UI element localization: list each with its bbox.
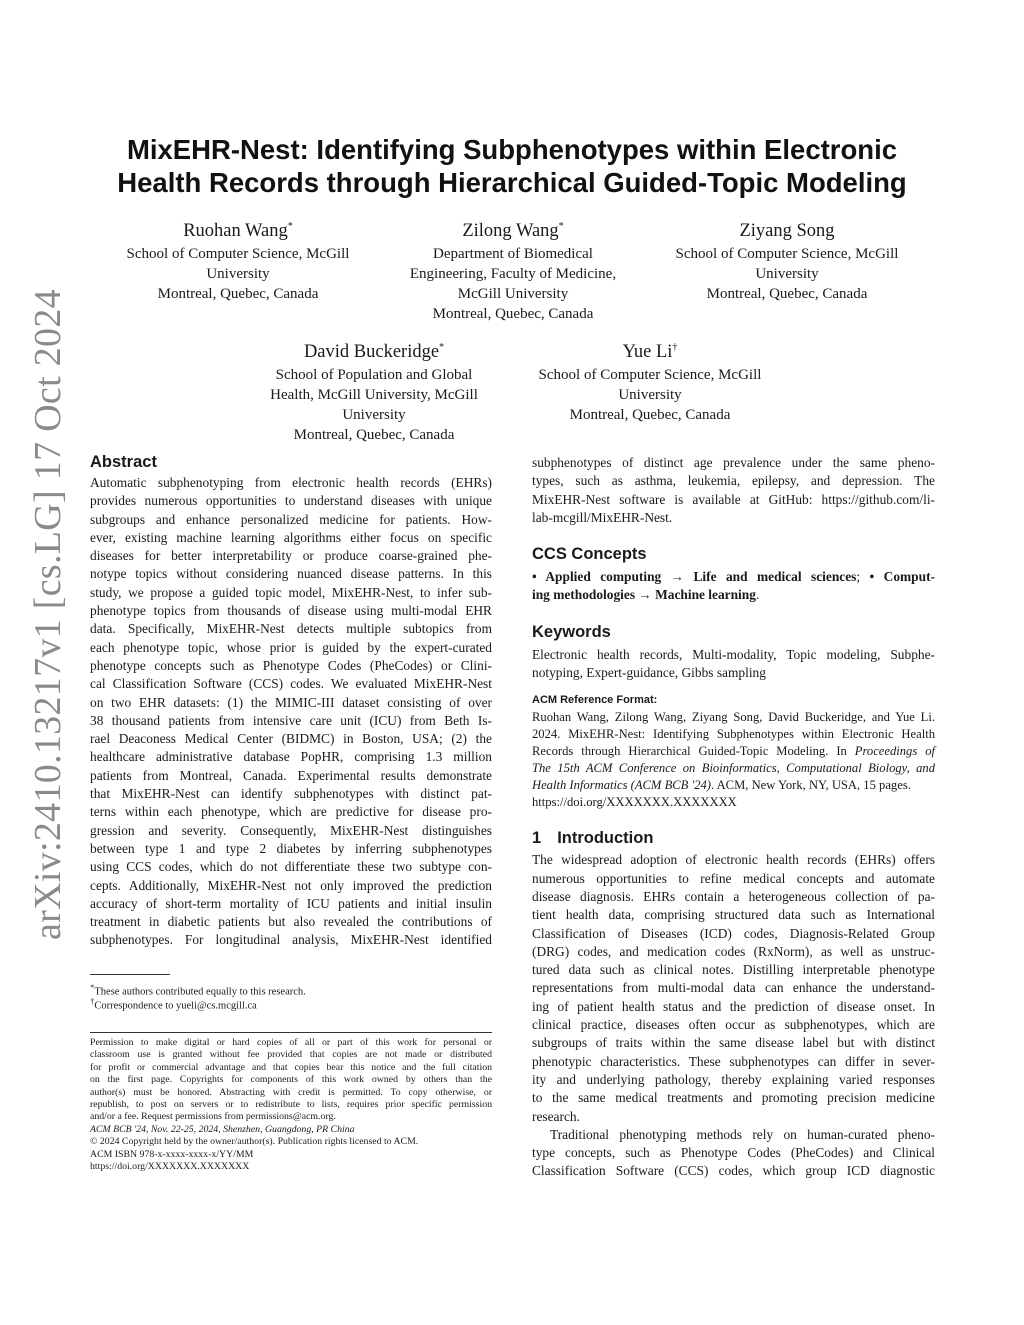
- copyright-line: © 2024 Copyright held by the owner/author(s). Publication rights licensed to ACM.: [90, 1136, 419, 1148]
- author-affiliation: University: [618, 387, 682, 404]
- abstract-line: subphenotypes. For longitudinal analysis, MixEHR-Nest identified: [90, 932, 492, 948]
- author-affiliation: Montreal, Quebec, Canada: [569, 407, 731, 424]
- author-block: [520, 336, 780, 425]
- abstract-line: accuracy of short-term mortality of ICU patients and initial insulin: [90, 895, 492, 911]
- abstract-line: data. Specifically, MixEHR-Nest detects multiple subtopics from: [90, 621, 492, 637]
- reference-line: https://doi.org/XXXXXXX.XXXXXXX: [532, 795, 737, 810]
- author-affiliation: School of Computer Science, McGill: [538, 367, 762, 384]
- permission-line: author(s) must be honored. Abstracting with credit is permitted. To copy otherwise, or: [90, 1086, 492, 1098]
- abstract-line: study, we propose a guided topic model, MixEHR-Nest, to infer sub-: [90, 584, 492, 600]
- ccs-concept: ing methodologies → Machine learning: [532, 587, 756, 603]
- abstract-line: on two EHR datasets: (1) the MIMIC-III dataset consisting of over: [90, 694, 492, 710]
- permission-line: Permission to make digital or hard copies of all or part of this work for personal or: [90, 1037, 492, 1048]
- intro-paragraph: [532, 851, 935, 1125]
- reference-text: . ACM, New York, NY, USA, 15 pages.: [710, 778, 911, 793]
- permission-line: classroom use is granted without fee provided that copies are not made or distributed: [90, 1049, 492, 1061]
- section-title: Introduction: [557, 829, 654, 848]
- intro-line: Classification Software (CCS) codes, which group ICD diagnostic: [532, 1163, 935, 1179]
- right-column: [532, 454, 935, 1181]
- intro-line: representations from multi-modal data can enhance the understand-: [532, 980, 935, 996]
- author-block: [657, 215, 917, 304]
- author-affiliation: Montreal, Quebec, Canada: [706, 286, 868, 303]
- footnote-rule: [90, 974, 170, 975]
- ccs-heading: CCS Concepts: [532, 545, 647, 564]
- reference-heading: ACM Reference Format:: [532, 694, 658, 707]
- reference-line: 2024. MixEHR-Nest: Identifying Subphenotypes within Electronic Health: [532, 727, 935, 742]
- permission-line: for profit or commercial advantage and that copies bear this notice and the full citation: [90, 1061, 492, 1073]
- ccs-concepts: [532, 568, 935, 605]
- acm-reference: [532, 692, 935, 811]
- author-name: Zilong Wang: [462, 221, 559, 242]
- intro-line: subgroups of traits within the same disease label but with distinct: [532, 1035, 935, 1051]
- author-affiliation: Montreal, Quebec, Canada: [293, 427, 455, 444]
- abstract-line: treatment in diabetic patients but also revealed the contributions of: [90, 914, 492, 930]
- intro-line: clinical practice, diseases often occur as subphenotypes, which are: [532, 1017, 935, 1033]
- abstract-line: ever, existing machine learning algorithms either focus on specific: [90, 529, 492, 545]
- intro-line: ing of patient health status and the prediction of disease onset. In: [532, 998, 935, 1014]
- intro-line: ity and underlying pathology, thereby explaining varied responses: [532, 1071, 935, 1087]
- author-name: Ziyang Song: [739, 221, 835, 242]
- abstract-body: [90, 474, 492, 950]
- abstract-line: using CCS codes, which do not differentiate these two subtype con-: [90, 859, 492, 875]
- keywords-heading: Keywords: [532, 622, 611, 641]
- title-line: Health Records through Hierarchical Guided-Topic Modeling: [117, 167, 907, 198]
- arxiv-stamp: arXiv:2410.13217v1 [cs.LG] 17 Oct 2024: [27, 289, 69, 940]
- abstract-line: terns within each phenotype, which are predictive for disease pro-: [90, 804, 492, 820]
- author-affiliation: Health, McGill University, McGill: [270, 387, 478, 404]
- paper-title: [90, 133, 934, 199]
- conference-line: ACM BCB '24, Nov. 22-25, 2024, Shenzhen, Guangdong, PR China: [90, 1123, 355, 1135]
- author-affiliation: University: [755, 266, 819, 283]
- intro-line: tured data such as clinical notes. Distilling interpretable phenotype: [532, 962, 935, 978]
- intro-line: numerous opportunities to refine medical concepts and automate: [532, 870, 935, 886]
- permission-rule: [90, 1032, 492, 1033]
- intro-paragraph: [532, 1126, 935, 1181]
- abstract-line: cal Classification Software (CCS) codes. We evaluated MixEHR-Nest: [90, 676, 492, 692]
- abstract-line: types, such as asthma, leukemia, epilepsy, and depression. The: [532, 473, 935, 489]
- abstract-line: lab-mcgill/MixEHR-Nest.: [532, 509, 673, 525]
- author-affiliation: School of Population and Global: [275, 367, 473, 384]
- section-number: 1: [532, 829, 542, 848]
- abstract-line: that MixEHR-Nest can identify subphenotypes with distinct pat-: [90, 786, 492, 802]
- author-mark: †: [672, 342, 678, 353]
- intro-line: (DRG) codes, and medication codes (RxNorm), as well as unstruc-: [532, 943, 935, 959]
- abstract-line: MixEHR-Nest software is available at GitHub: https://github.com/li-: [532, 491, 935, 507]
- permission-line: and/or a fee. Request permissions from permissions@acm.org.: [90, 1111, 336, 1123]
- author-affiliation: Department of Biomedical: [433, 246, 593, 263]
- author-name: Yue Li: [622, 342, 673, 363]
- intro-line: to the same medical treatments and promoting precision medicine: [532, 1090, 935, 1106]
- author-affiliation: University: [206, 266, 270, 283]
- doi-line: https://doi.org/XXXXXXX.XXXXXXX: [90, 1161, 250, 1173]
- author-mark: *: [558, 221, 564, 232]
- footnote-equal: *These authors contributed equally to this research.: [90, 982, 306, 998]
- intro-line: research.: [532, 1108, 580, 1124]
- author-affiliation: School of Computer Science, McGill: [675, 246, 899, 263]
- permission-line: republish, to post on servers or to redistribute to lists, requires prior specific permission: [90, 1099, 492, 1111]
- abstract-line: between type 1 and type 2 diabetes by inferring subphenotypes: [90, 840, 492, 856]
- author-name: Ruohan Wang: [183, 221, 288, 242]
- keywords-line: Electronic health records, Multi-modality, Topic modeling, Subphe-: [532, 646, 935, 662]
- author-affiliation: Montreal, Quebec, Canada: [432, 306, 594, 323]
- isbn-line: ACM ISBN 978-x-xxxx-xxxx-x/YY/MM: [90, 1148, 254, 1160]
- reference-line: [532, 777, 935, 794]
- intro-line: The widespread adoption of electronic health records (EHRs) offers: [532, 852, 935, 868]
- abstract-line: diseases for better interpretability or produce coarse-grained phe-: [90, 548, 492, 564]
- author-affiliation: Engineering, Faculty of Medicine,: [409, 266, 617, 283]
- abstract-line: provides numerous opportunities to understand diseases with unique: [90, 493, 492, 509]
- author-name: David Buckeridge: [303, 342, 440, 363]
- ccs-concept: • Applied computing → Life and medical sciences: [532, 569, 857, 585]
- intro-line: tient health data, comprising structured data such as International: [532, 907, 935, 923]
- introduction-heading: [532, 827, 935, 849]
- author-block: [383, 215, 643, 324]
- reference-line: [532, 743, 935, 760]
- abstract-line: subgroups and enhance personalized medicine for patients. How-: [90, 511, 492, 527]
- permission-text: [90, 1037, 492, 1124]
- author-mark: *: [287, 221, 293, 232]
- author-affiliation: McGill University: [457, 286, 569, 303]
- abstract-line: patients from Montreal, Canada. Experimental results demonstrate: [90, 767, 492, 783]
- permission-block: [90, 1037, 492, 1173]
- reference-line: Ruohan Wang, Zilong Wang, Ziyang Song, David Buckeridge, and Yue Li.: [532, 710, 935, 725]
- reference-italic: Proceedings of: [854, 744, 935, 759]
- abstract-heading: Abstract: [90, 453, 157, 471]
- abstract-line: gression and severity. Consequently, MixEHR-Nest distinguishes: [90, 822, 492, 838]
- abstract-line: subphenotypes of distinct age prevalence under the same pheno-: [532, 455, 935, 470]
- abstract-line: cepts. Additionally, MixEHR-Nest not only improved the prediction: [90, 877, 492, 893]
- keywords-line: notyping, Expert-guidance, Gibbs sampling: [532, 665, 766, 681]
- abstract-line: 38 thousand patients from intensive care unit (ICU) from Beth Is-: [90, 712, 492, 728]
- intro-line: phenotypic characteristics. These subphenotypes can differ in sever-: [532, 1053, 935, 1069]
- abstract-line: Automatic subphenotyping from electronic health records (EHRs): [90, 475, 492, 490]
- abstract-continued: [532, 454, 935, 527]
- ccs-concept: • Comput-: [869, 569, 935, 585]
- abstract-line: rael Deaconess Medical Center (BIDMC) in Boston, USA; (2) the: [90, 731, 492, 747]
- intro-line: disease diagnosis. EHRs contain a heterogeneous collection of pa-: [532, 888, 935, 904]
- abstract-line: phenotype topics from thousands of disease using multi-modal EHR: [90, 603, 492, 619]
- author-affiliation: University: [342, 407, 406, 424]
- abstract-line: each phenotype topic, whose prior is guided by the expert-curated: [90, 639, 492, 655]
- intro-line: Traditional phenotyping methods rely on human-curated pheno-: [550, 1126, 935, 1142]
- author-affiliation: School of Computer Science, McGill: [126, 246, 350, 263]
- title-line: MixEHR-Nest: Identifying Subphenotypes within Electronic: [126, 134, 898, 165]
- footnote-text: Correspondence to yueli@cs.mcgill.ca: [94, 1000, 257, 1012]
- author-affiliation: Montreal, Quebec, Canada: [157, 286, 319, 303]
- footnote-text: These authors contributed equally to this research.: [94, 986, 306, 998]
- abstract-section: [90, 451, 492, 950]
- author-mark: *: [439, 342, 445, 353]
- abstract-line: phenotype concepts such as Phenotype Codes (PheCodes) or Clini-: [90, 657, 492, 673]
- reference-italic: Health Informatics (ACM BCB '24): [532, 778, 711, 793]
- author-block: [108, 215, 368, 304]
- author-block: [244, 336, 504, 445]
- intro-line: Classification of Diseases (ICD) codes, Diagnosis-Related Group: [532, 925, 935, 941]
- abstract-line: notype topics without considering nuanced disease patterns. In this: [90, 566, 492, 582]
- intro-line: type concepts, such as Phenotype Codes (PheCodes) and Clinical: [532, 1145, 935, 1161]
- permission-line: on the first page. Copyrights for components of this work owned by others than the: [90, 1074, 492, 1086]
- ccs-end: .: [755, 587, 760, 603]
- footnote-correspondence: †Correspondence to yueli@cs.mcgill.ca: [90, 996, 257, 1012]
- reference-text: Records through Hierarchical Guided-Topic Modeling. In: [532, 744, 855, 759]
- abstract-line: healthcare administrative database PopHR, comprising 1.3 million: [90, 749, 492, 765]
- reference-line: The 15th ACM Conference on Bioinformatics, Computational Biology, and: [532, 761, 935, 776]
- ccs-separator: ;: [856, 569, 870, 585]
